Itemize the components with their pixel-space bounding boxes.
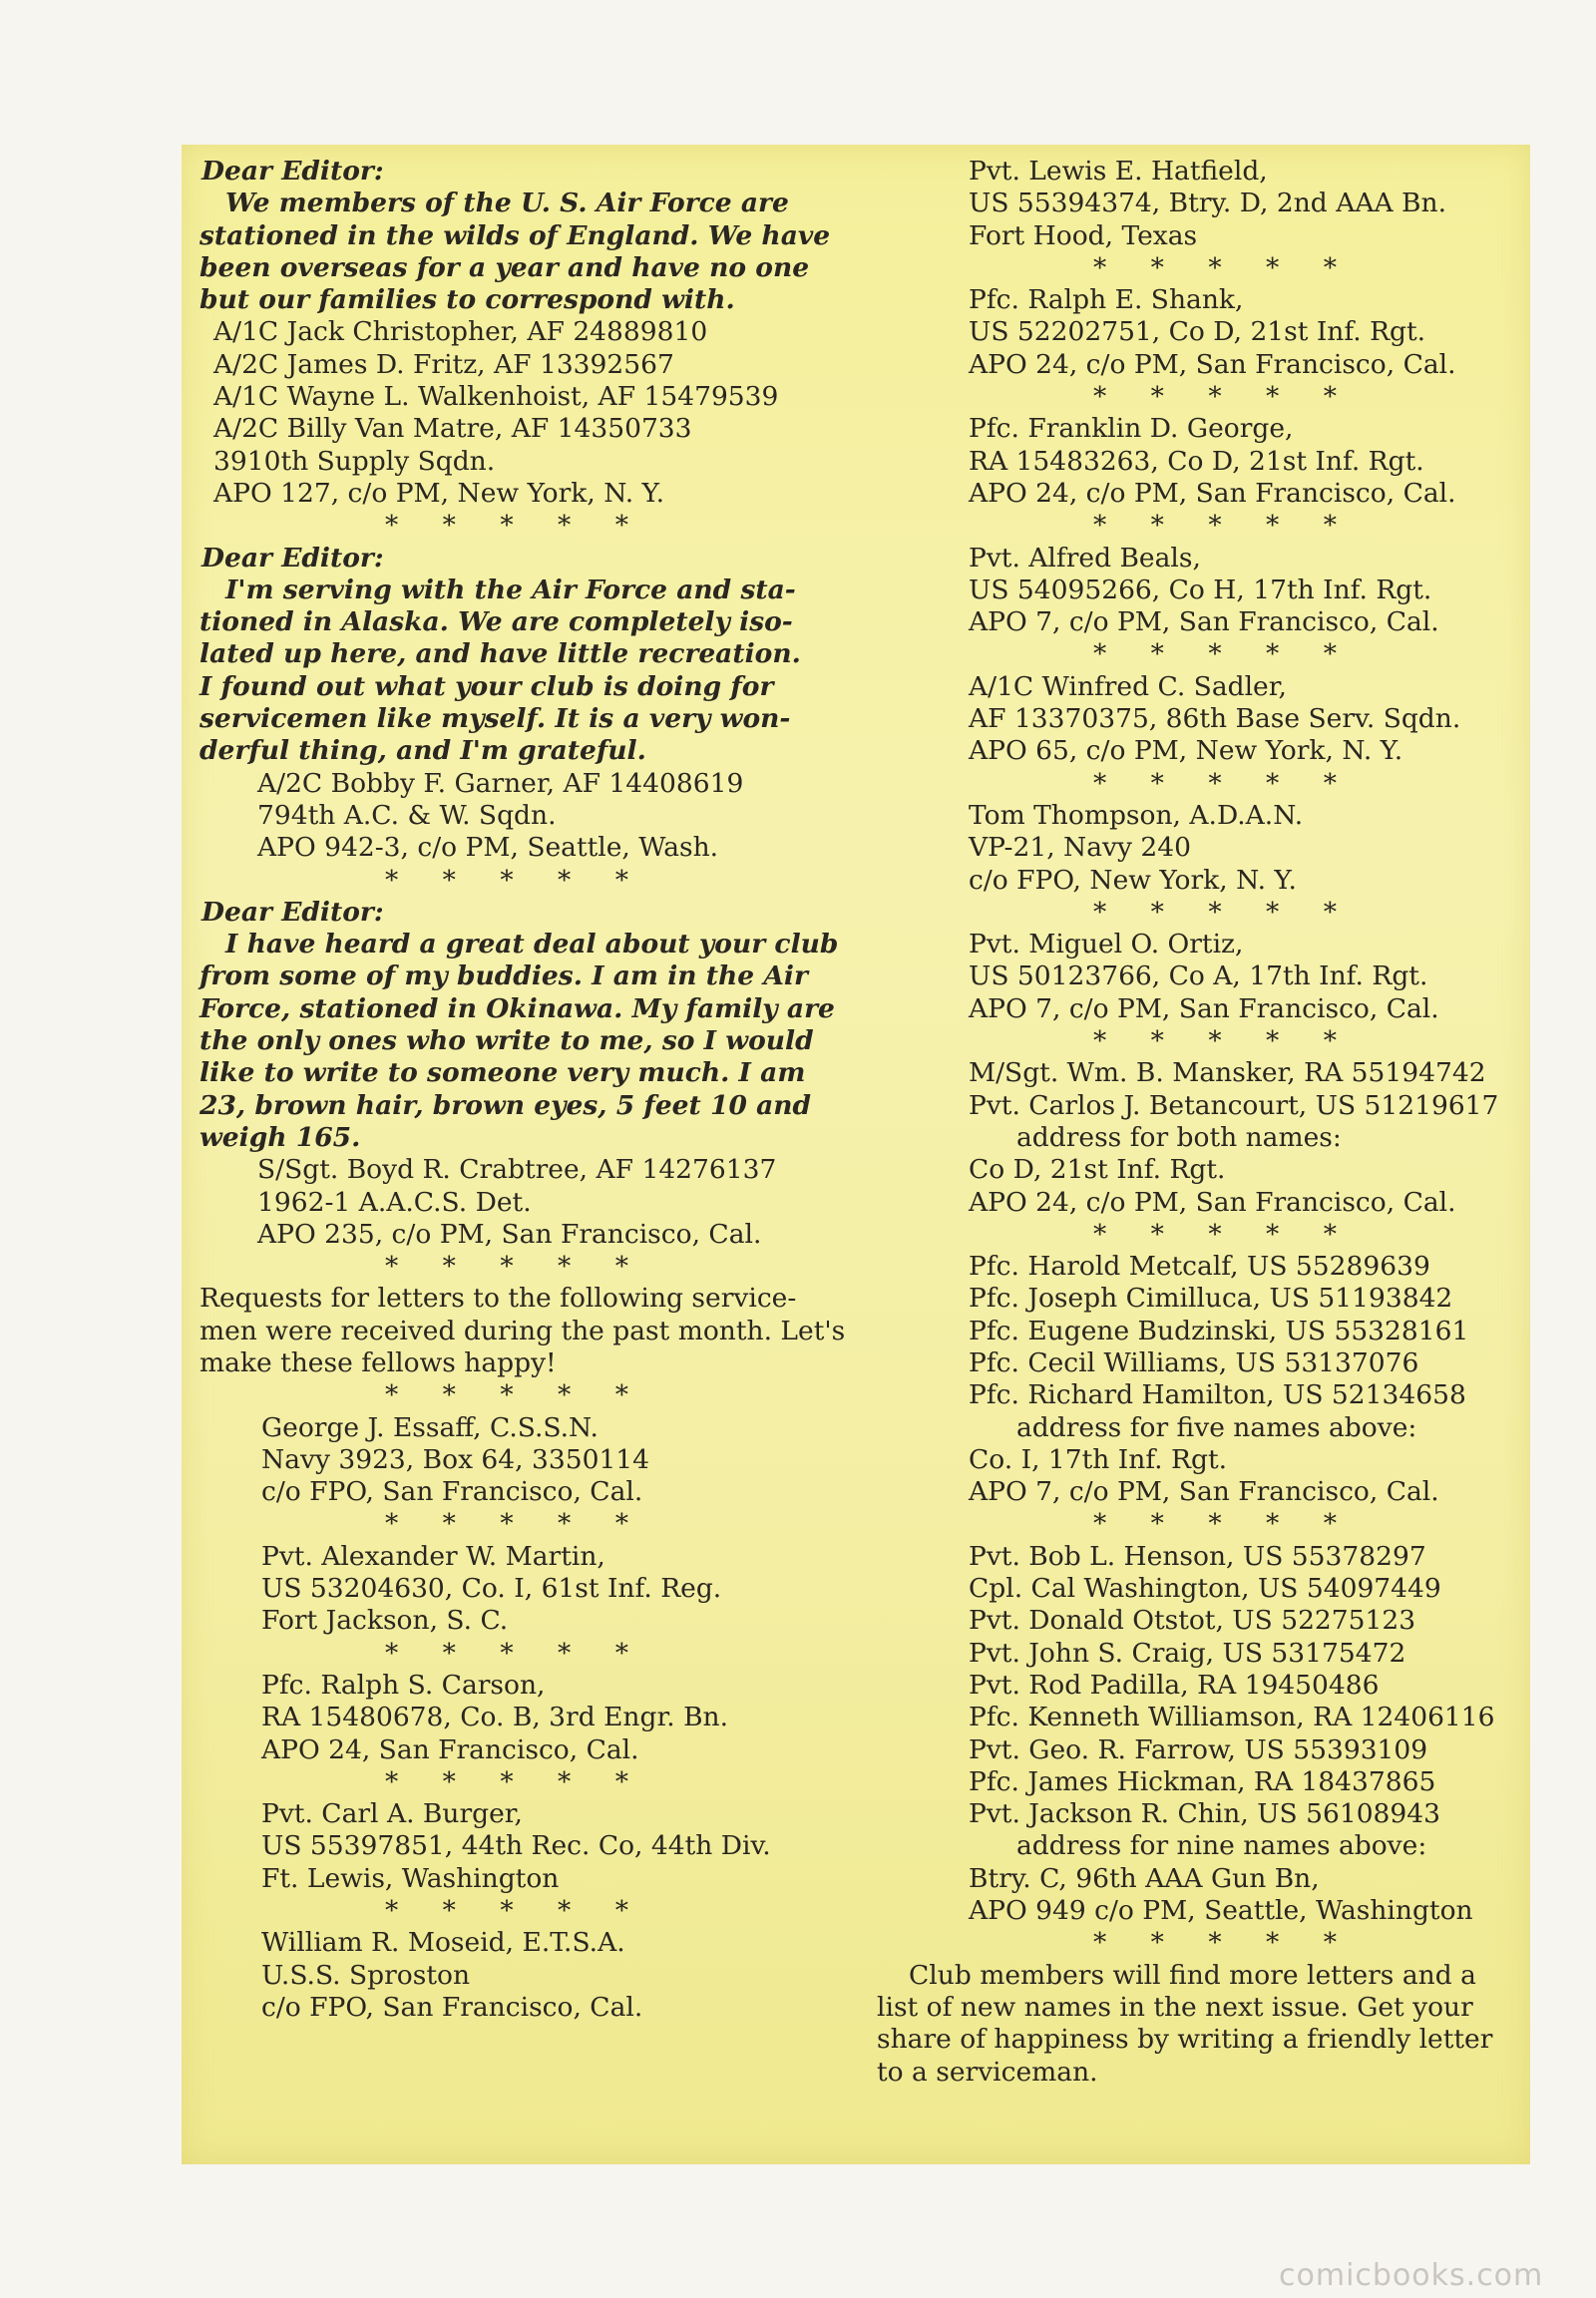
separator-stars: * * * * * [1093,251,1355,283]
separator-stars: * * * * * [1093,1218,1355,1250]
text-line: Pvt. Jackson R. Chin, US 56108943 [969,1798,1440,1830]
text-line: US 55394374, Btry. D, 2nd AAA Bn. [969,188,1446,219]
text-line: US 50123766, Co A, 17th Inf. Rgt. [969,960,1428,992]
text-line: George J. Essaff, C.S.S.N. [261,1411,598,1443]
watermark: comicbooks.com [1279,2258,1544,2293]
text-line: from some of my buddies. I am in the Air [200,960,808,992]
text-line: Dear Editor: [201,542,384,574]
text-line: Requests for letters to the following service- [200,1283,797,1315]
text-line: APO 7, c/o PM, San Francisco, Cal. [969,606,1439,638]
separator-stars: * * * * * [385,864,646,896]
text-line: the only ones who write to me, so I would [200,1025,814,1057]
right-column [877,156,1527,2089]
text-line: Tom Thompson, A.D.A.N. [969,799,1304,831]
text-line: APO 7, c/o PM, San Francisco, Cal. [969,1476,1439,1508]
text-line: Pvt. Rod Padilla, RA 19450486 [969,1669,1380,1701]
text-line: Pfc. Ralph S. Carson, [261,1669,546,1701]
separator-stars: * * * * * [385,1379,646,1411]
text-line: A/2C Bobby F. Garner, AF 14408619 [257,767,744,799]
text-line: AF 13370375, 86th Base Serv. Sqdn. [969,703,1461,735]
text-line: Co D, 21st Inf. Rgt. [969,1154,1226,1186]
text-line: William R. Moseid, E.T.S.A. [261,1927,625,1959]
text-line: APO 65, c/o PM, New York, N. Y. [969,735,1403,767]
left-column [196,156,874,2024]
text-line: APO 127, c/o PM, New York, N. Y. [213,477,665,509]
text-line: derful thing, and I'm grateful. [200,735,646,767]
text-line: Pvt. Alfred Beals, [969,542,1201,574]
text-line: address for both names: [1016,1121,1342,1153]
text-line: Pvt. Donald Otstot, US 52275123 [969,1605,1416,1637]
text-line: Fort Hood, Texas [969,219,1198,251]
text-line: APO 235, c/o PM, San Francisco, Cal. [257,1218,762,1250]
text-line: Fort Jackson, S. C. [261,1605,509,1637]
separator-stars: * * * * * [1093,1508,1355,1540]
separator-stars: * * * * * [1093,1927,1355,1959]
text-line: Pvt. Miguel O. Ortiz, [969,929,1244,960]
text-line: Pvt. Lewis E. Hatfield, [969,156,1268,187]
text-line: I have heard a great deal about your club [225,929,839,960]
text-line: Pfc. Franklin D. George, [969,413,1294,445]
text-line: Dear Editor: [201,896,384,928]
text-line: US 54095266, Co H, 17th Inf. Rgt. [969,574,1432,605]
separator-stars: * * * * * [1093,381,1355,413]
text-line: but our families to correspond with. [200,284,735,316]
text-line: Navy 3923, Box 64, 3350114 [261,1443,650,1475]
text-line: A/2C James D. Fritz, AF 13392567 [213,348,674,380]
text-line: servicemen like myself. It is a very won- [200,703,791,735]
separator-stars: * * * * * [1093,638,1355,670]
text-line: Pfc. Richard Hamilton, US 52134658 [969,1379,1466,1411]
text-line: Cpl. Cal Washington, US 54097449 [969,1573,1441,1605]
text-line: to a serviceman. [877,2056,1098,2088]
text-line: Pfc. Eugene Budzinski, US 55328161 [969,1315,1469,1346]
text-line: c/o FPO, San Francisco, Cal. [261,1991,643,2023]
text-line: list of new names in the next issue. Get your [877,1991,1473,2023]
text-line: stationed in the wilds of England. We have [200,219,831,251]
text-line: Club members will find more letters and a [909,1959,1476,1991]
text-line: VP-21, Navy 240 [969,832,1191,864]
text-line: 23, brown hair, brown eyes, 5 feet 10 and [200,1089,812,1121]
text-line: been overseas for a year and have no one [200,251,810,283]
text-line: I'm serving with the Air Force and sta- [225,574,796,605]
text-line: I found out what your club is doing for [200,670,774,702]
text-line: APO 24, c/o PM, San Francisco, Cal. [969,1186,1456,1218]
separator-stars: * * * * * [385,1895,646,1927]
text-line: Pfc. James Hickman, RA 18437865 [969,1765,1436,1797]
text-line: Btry. C, 96th AAA Gun Bn, [969,1862,1320,1894]
text-line: address for five names above: [1016,1411,1417,1443]
text-line: Pvt. Alexander W. Martin, [261,1540,605,1572]
text-line: US 52202751, Co D, 21st Inf. Rgt. [969,316,1426,348]
text-line: Pvt. Carl A. Burger, [261,1798,523,1830]
text-line: We members of the U. S. Air Force are [225,188,789,219]
text-line: RA 15483263, Co D, 21st Inf. Rgt. [969,445,1424,477]
text-line: Pfc. Kenneth Williamson, RA 12406116 [969,1702,1495,1733]
separator-stars: * * * * * [385,1637,646,1669]
text-line: Force, stationed in Okinawa. My family are [200,992,835,1024]
separator-stars: * * * * * [385,1508,646,1540]
text-line: Pfc. Ralph E. Shank, [969,284,1244,316]
text-line: APO 24, San Francisco, Cal. [261,1733,639,1765]
text-line: make these fellows happy! [200,1346,557,1378]
separator-stars: * * * * * [1093,767,1355,799]
text-line: RA 15480678, Co. B, 3rd Engr. Bn. [261,1702,729,1733]
text-line: c/o FPO, San Francisco, Cal. [261,1476,643,1508]
text-line: men were received during the past month. Let's [200,1315,846,1346]
text-line: APO 24, c/o PM, San Francisco, Cal. [969,477,1456,509]
separator-stars: * * * * * [385,510,646,542]
text-line: APO 7, c/o PM, San Francisco, Cal. [969,992,1439,1024]
text-line: APO 949 c/o PM, Seattle, Washington [969,1895,1473,1927]
text-line: Pvt. Carlos J. Betancourt, US 51219617 [969,1089,1499,1121]
separator-stars: * * * * * [385,1765,646,1797]
text-line: share of happiness by writing a friendly letter [877,2024,1493,2056]
text-line: Pfc. Joseph Cimilluca, US 51193842 [969,1283,1453,1315]
text-line: address for nine names above: [1016,1830,1427,1862]
text-line: Dear Editor: [201,156,384,187]
text-line: US 55397851, 44th Rec. Co, 44th Div. [261,1830,771,1862]
text-line: Ft. Lewis, Washington [261,1862,560,1894]
text-line: weigh 165. [200,1121,361,1153]
text-line: 1962-1 A.A.C.S. Det. [257,1186,532,1218]
text-line: 794th A.C. & W. Sqdn. [257,799,557,831]
text-line: Pvt. Geo. R. Farrow, US 55393109 [969,1733,1428,1765]
separator-stars: * * * * * [1093,1025,1355,1057]
text-line: APO 24, c/o PM, San Francisco, Cal. [969,348,1456,380]
text-line: Pfc. Cecil Williams, US 53137076 [969,1346,1419,1378]
text-line: Pfc. Harold Metcalf, US 55289639 [969,1251,1430,1283]
text-line: A/1C Wayne L. Walkenhoist, AF 15479539 [213,381,779,413]
text-line: c/o FPO, New York, N. Y. [969,864,1297,896]
text-line: S/Sgt. Boyd R. Crabtree, AF 14276137 [257,1154,777,1186]
text-line: A/1C Winfred C. Sadler, [969,670,1287,702]
text-line: M/Sgt. Wm. B. Mansker, RA 55194742 [969,1057,1486,1089]
text-line: A/1C Jack Christopher, AF 24889810 [213,316,708,348]
text-line: A/2C Billy Van Matre, AF 14350733 [213,413,692,445]
separator-stars: * * * * * [385,1251,646,1283]
text-line: APO 942-3, c/o PM, Seattle, Wash. [257,832,719,864]
separator-stars: * * * * * [1093,510,1355,542]
separator-stars: * * * * * [1093,896,1355,928]
text-line: like to write to someone very much. I am [200,1057,806,1089]
text-line: tioned in Alaska. We are completely iso- [200,606,793,638]
text-line: US 53204630, Co. I, 61st Inf. Reg. [261,1573,722,1605]
text-line: Pvt. Bob L. Henson, US 55378297 [969,1540,1426,1572]
text-line: 3910th Supply Sqdn. [213,445,496,477]
text-line: Pvt. John S. Craig, US 53175472 [969,1637,1406,1669]
text-line: Co. I, 17th Inf. Rgt. [969,1443,1228,1475]
text-line: U.S.S. Sproston [261,1959,471,1991]
text-line: lated up here, and have little recreation. [200,638,801,670]
